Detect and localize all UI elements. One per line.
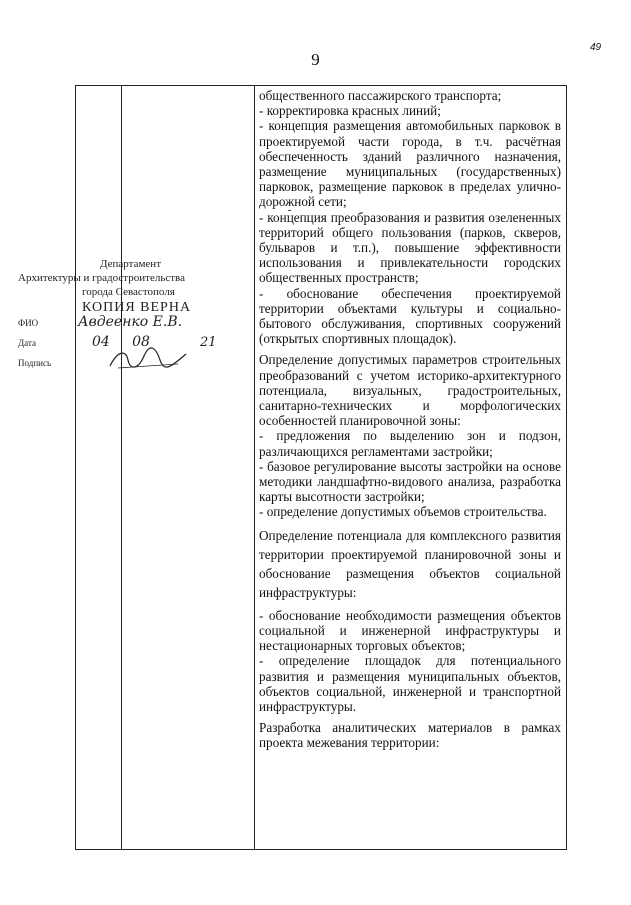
stamp-copy-label: КОПИЯ ВЕРНА: [82, 300, 192, 315]
text-line-height: - базовое регулирование высоты застройки на основе методики ландшафтно-видового анализа, разработка карты высотности застройки;: [259, 458, 561, 505]
column-divider-2: [254, 86, 255, 849]
handwritten-day: 04: [92, 334, 110, 350]
text-line-params-heading: Определение допустимых параметров строительных преобразований с учетом историко-архитектурного потенциала, визуальных, градостроительных, санитарно-технических и морфологических особенностей планировочной зоны:: [259, 352, 561, 429]
text-line-culture: - обоснование обеспечения проектируемой территории объектами культуры и социально-бытового обслуживания, спортивных сооружений (открытых спортивных площадок).: [259, 285, 561, 347]
column-divider-1: [121, 86, 122, 849]
table-frame: [75, 85, 567, 850]
stamp-date-label: Дата: [18, 338, 36, 348]
text-line-sites: - определение площадок для потенциального развития и размещения муниципальных объектов, объектов социальной, инженерной и транспортной инфраструктуры.: [259, 653, 561, 714]
page-number: 9: [311, 50, 320, 69]
text-line-parking: - концепция размещения автомобильных парковок в проектируемой части города, в т.ч. расчётная обеспеченность зданий различного назначения, размещение муниципальных (государственных) парковок, размещение парковок в пределах улично-дорожной сети;: [259, 118, 561, 210]
handwritten-name: Авдеенко Е.В.: [78, 314, 183, 330]
stamp-department: Департамент: [100, 258, 162, 270]
text-line-volumes: - определение допустимых объемов строительства.: [259, 504, 547, 520]
handwritten-month: 08: [132, 334, 150, 350]
stamp-city: города Севастополя: [82, 286, 175, 298]
stamp-signature-label: Подпись: [18, 358, 52, 368]
text-line-potential-heading: Определение потенциала для комплексного развития территории проектируемой планировочной зоны и обоснование размещения объектов социальной инфраструктуры:: [259, 527, 561, 600]
corner-number: 49: [590, 42, 602, 53]
text-column: [259, 88, 561, 751]
signature-scribble: [108, 346, 188, 377]
copy-stamp: [18, 258, 258, 378]
stamp-fio-label: ФИО: [18, 318, 39, 328]
text-line-red-lines: - корректировка красных линий;: [259, 103, 441, 119]
text-line-necessity: - обоснование необходимости размещения объектов социальной и инженерной инфраструктуры и нестационарных торговых объектов;: [259, 607, 561, 654]
text-line-transport: общественного пассажирского транспорта;: [259, 88, 502, 103]
text-line-green-areas: - концепция преобразования и развития озелененных территорий общего пользования (парков, скверов, бульваров и т.п.), повышение эффективности использования и привлекательности городских общественных пространств;: [259, 209, 561, 286]
text-line-survey-heading: Разработка аналитических материалов в рамках проекта межевания территории:: [259, 720, 561, 751]
text-line-zones: - предложения по выделению зон и подзон, различающихся регламентами застройки;: [259, 428, 561, 459]
stamp-architecture: Архитектуры и градостроительства: [18, 272, 185, 284]
handwritten-year: 21: [200, 335, 217, 350]
